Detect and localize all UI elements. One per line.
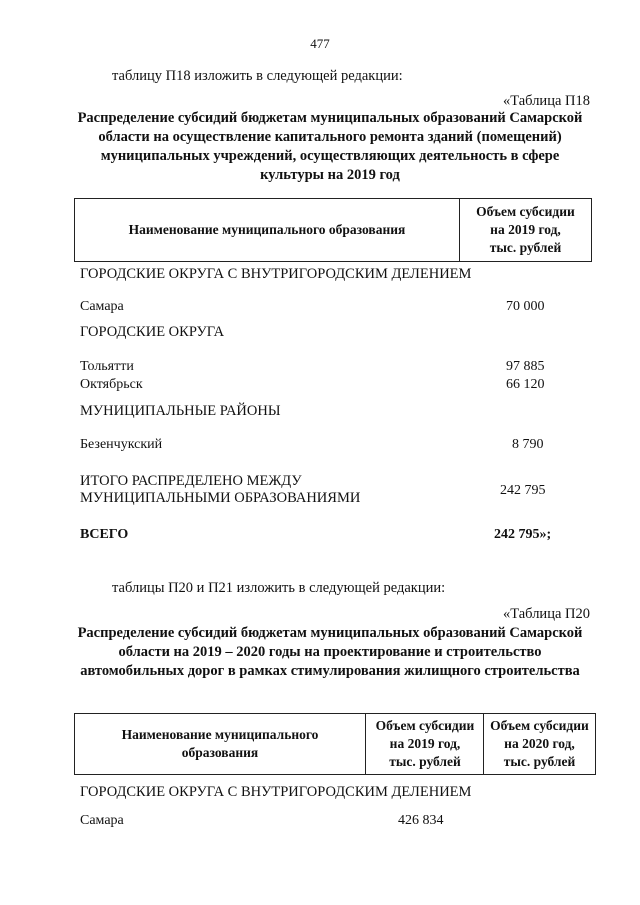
header-2019-line: на 2019 год, bbox=[389, 736, 461, 751]
header-value-line: на 2019 год, bbox=[490, 222, 561, 237]
header-name-column bbox=[75, 714, 365, 774]
header-2020-line: на 2020 год, bbox=[504, 736, 575, 751]
header-name-line: Наименование муниципального bbox=[121, 727, 319, 742]
grand-total-value: 242 795»; bbox=[494, 527, 552, 542]
header-value-column bbox=[459, 199, 591, 261]
row-name: Октябрьск bbox=[80, 377, 143, 392]
amendment-intro-p20: таблицы П20 и П21 изложить в следующей редакции: bbox=[112, 580, 446, 596]
row-value: 66 120 bbox=[506, 377, 545, 392]
row-value: 70 000 bbox=[506, 299, 545, 314]
total-label-line: МУНИЦИПАЛЬНЫМИ ОБРАЗОВАНИЯМИ bbox=[80, 490, 361, 506]
header-value-line: тыс. рублей bbox=[489, 240, 562, 255]
header-2019-line: тыс. рублей bbox=[389, 754, 461, 769]
total-distributed-value: 242 795 bbox=[500, 483, 546, 498]
header-2019-line: Объем субсидии bbox=[375, 718, 475, 733]
header-2020-column bbox=[483, 714, 595, 774]
row-name: Самара bbox=[80, 813, 124, 828]
row-value-2019: 426 834 bbox=[398, 813, 444, 828]
section-heading: МУНИЦИПАЛЬНЫЕ РАЙОНЫ bbox=[80, 403, 281, 419]
total-label-line: ИТОГО РАСПРЕДЕЛЕНО МЕЖДУ bbox=[80, 473, 302, 489]
header-2020-line: Объем субсидии bbox=[490, 718, 589, 733]
table-label-p18: «Таблица П18 bbox=[503, 93, 590, 109]
header-2020-line: тыс. рублей bbox=[503, 754, 576, 769]
row-name: Безенчукский bbox=[80, 437, 163, 452]
row-name: Тольятти bbox=[80, 359, 134, 374]
amendment-intro-p18: таблицу П18 изложить в следующей редакции: bbox=[112, 68, 403, 84]
table-title-p18: Распределение субсидий бюджетам муниципальных образований Самарской области на осуществление капитального ремонта зданий (помещений) муниципальных учреждений, осуществляющих деятельность в сфере культуры на 2019 год bbox=[77, 110, 583, 183]
table-label-p20: «Таблица П20 bbox=[503, 606, 590, 622]
header-name-column: Наименование муниципального образования bbox=[128, 222, 406, 237]
table-title-p20: Распределение субсидий бюджетам муниципальных образований Самарской области на 2019 – 2020 годы на проектирование и строительство автомобильных дорог в рамках стимулирования жилищного строительства bbox=[77, 625, 583, 679]
header-name-line: образования bbox=[181, 745, 259, 760]
section-heading: ГОРОДСКИЕ ОКРУГА bbox=[80, 324, 225, 340]
header-2019-column bbox=[365, 714, 484, 774]
section-heading: ГОРОДСКИЕ ОКРУГА С ВНУТРИГОРОДСКИМ ДЕЛЕНИЕМ bbox=[80, 266, 472, 282]
section-heading: ГОРОДСКИЕ ОКРУГА С ВНУТРИГОРОДСКИМ ДЕЛЕНИЕМ bbox=[80, 784, 472, 800]
row-value: 8 790 bbox=[512, 437, 544, 452]
table-header-p18 bbox=[74, 198, 592, 262]
page-number: 477 bbox=[310, 36, 330, 51]
total-distributed-label bbox=[80, 473, 360, 507]
grand-total-label: ВСЕГО bbox=[80, 527, 129, 542]
header-value-line: Объем субсидии bbox=[476, 204, 575, 219]
row-value: 97 885 bbox=[506, 359, 545, 374]
table-header-p20 bbox=[74, 713, 596, 775]
row-name: Самара bbox=[80, 299, 124, 314]
